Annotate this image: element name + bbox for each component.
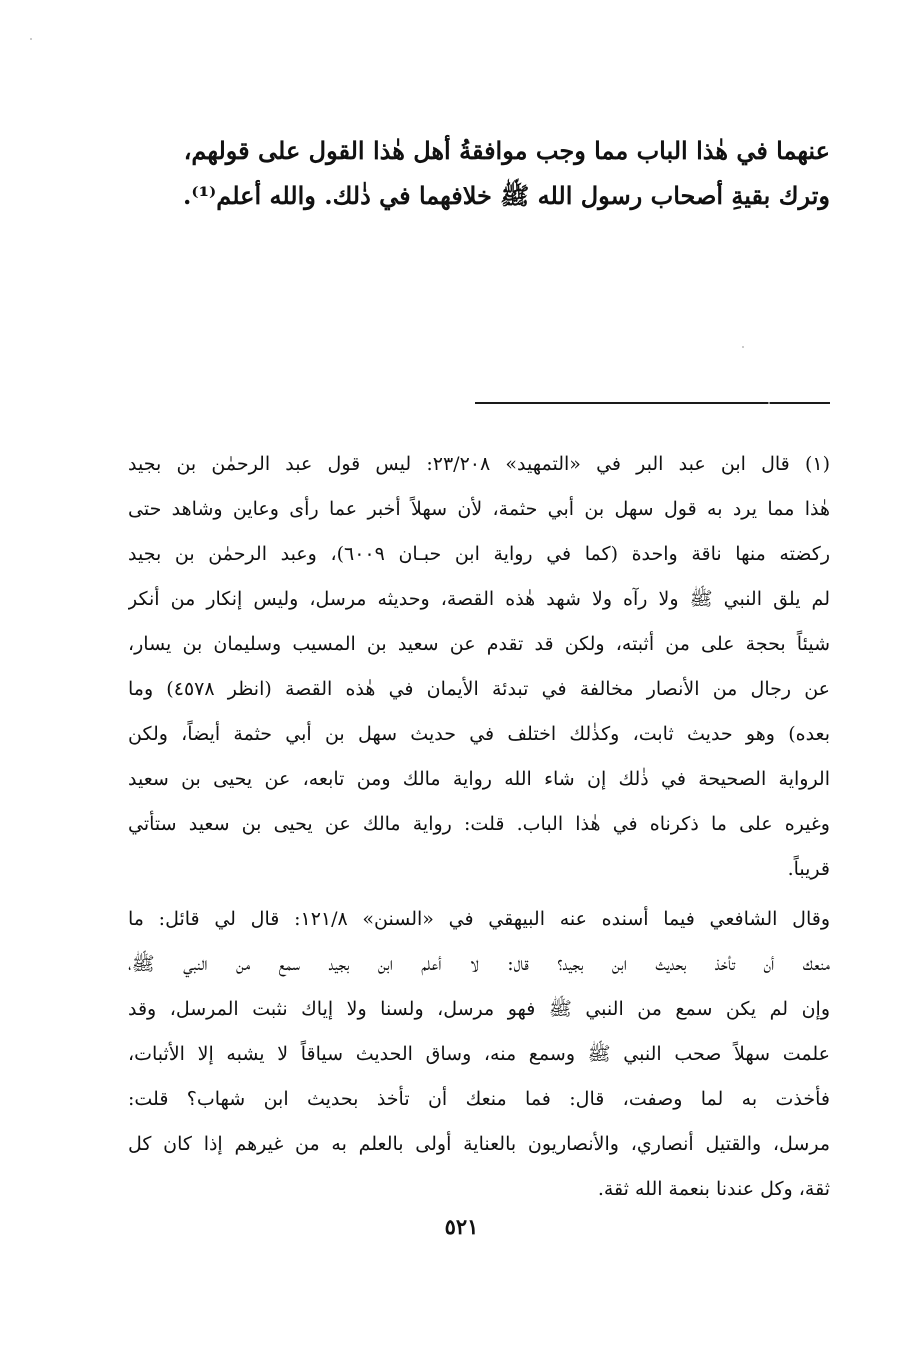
footnote-line: علمت سهلاً صحب النبي ﷺ وسمع منه، وساق الحديث سياقاً لا يشبه إلا الأثبات، [128,1043,830,1065]
footnote-line: منعك أن تأخذ بحديث ابن بجيد؟ قال: لا أعلم ابن بجيد سمع من النبي ﷺ، [128,953,830,975]
main-text [150,128,830,218]
footnote-line: الرواية الصحيحة في ذٰلك إن شاء الله رواية مالك ومن تابعه، عن يحيى بن سعيد [128,768,830,790]
footnotes [128,442,830,1212]
footnote-line: وغيره على ما ذكرناه في هٰذا الباب. قلت: رواية مالك عن يحيى بن سعيد ستأتي [128,813,830,835]
footnote-line: هٰذا مما يرد به قول سهل بن أبي حثمة، لأن سهلاً أخبر عما رأى وعاين وشاهد حتى [128,498,830,520]
footnote-2 [128,897,830,1212]
main-text-line: وترك بقيةِ أصحاب رسول الله ﷺ خلافهما في ذٰلك. والله أعلم⁽¹⁾. [183,181,830,210]
scan-speck [30,38,32,40]
footnote-line: قريباً. [787,858,830,880]
footnote-line: لم يلق النبي ﷺ ولا رآه ولا شهد هٰذه القصة، وحديثه مرسل، وليس إنكار من أنكر [128,588,830,610]
footnote-line: (١) قال ابن عبد البر في «التمهيد» ٢٣/٢٠٨: ليس قول عبد الرحمٰن بن بجيد [128,453,830,475]
footnote-1 [128,442,830,892]
footnote-line: ركضته منها ناقة واحدة (كما في رواية ابن حبـان ٦٠٠٩)، وعبد الرحمٰن بن بجيد [128,543,830,565]
footnote-line: بعده) وهو حديث ثابت، وكذٰلك اختلف في حديث سهل بن أبي حثمة أيضاً، ولكن [128,723,830,745]
page-number: ٥٢١ [444,1214,479,1239]
scan-speck [768,402,770,404]
footnote-separator [475,402,830,404]
footnote-line: فأخذت به لما وصفت، قال: فما منعك أن تأخذ بحديث ابن شهاب؟ قلت: [128,1088,830,1110]
footnote-line: وقال الشافعي فيما أسنده عنه البيهقي في «السنن» ١٢١/٨: قال لي قائل: ما [128,908,830,930]
footnote-line: وإن لم يكن سمع من النبي ﷺ فهو مرسل، ولسنا ولا إياك نثبت المرسل، وقد [128,998,830,1020]
footnote-line: شيئاً بحجة على من أثبته، ولكن قد تقدم عن سعيد بن المسيب وسليمان بن يسار، [128,633,830,655]
footnote-line: عن رجال من الأنصار مخالفة في تبدئة الأيمان في هٰذه القصة (انظر ٤٥٧٨) وما [128,678,830,700]
footnote-line: ثقة، وكل عندنا بنعمة الله ثقة. [597,1178,830,1200]
main-text-line: عنهما في هٰذا الباب مما وجب موافقةُ أهل هٰذا القول على قولهم، [183,136,830,165]
footnote-line: مرسل، والقتيل أنصاري، والأنصاريون بالعناية أولى بالعلم به من غيرهم إذا كان كل [128,1133,830,1155]
scan-speck [742,346,744,348]
